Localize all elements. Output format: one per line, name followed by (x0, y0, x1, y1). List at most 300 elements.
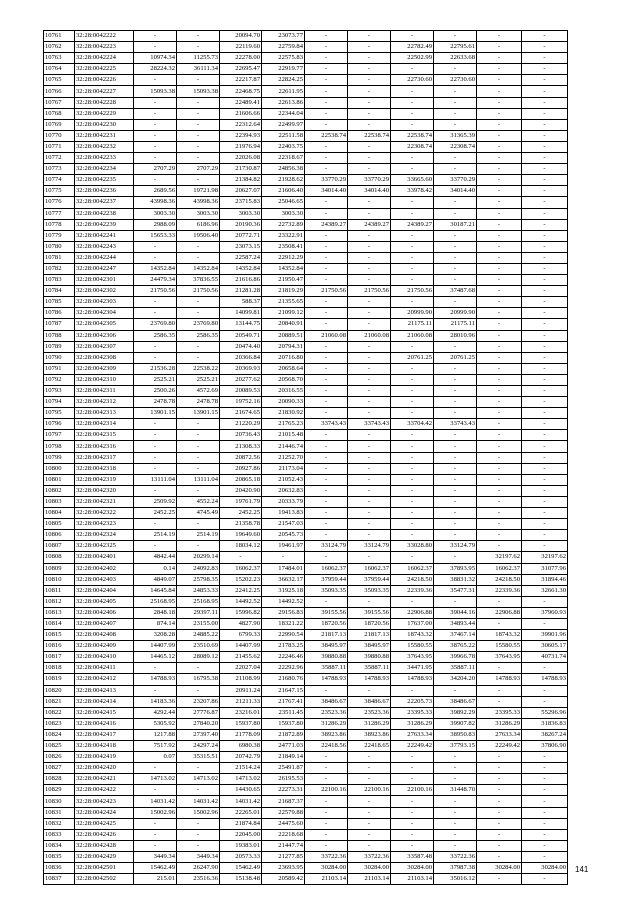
table-cell: - (522, 308, 568, 319)
table-row (44, 729, 568, 740)
table-cell: 33770.29 (305, 175, 348, 186)
table-row (44, 86, 568, 97)
table-row (44, 419, 568, 430)
table-cell: 32:28:0042306 (75, 330, 134, 341)
table-cell: 10781 (44, 252, 75, 263)
table-cell: - (348, 474, 391, 485)
table-cell: - (348, 42, 391, 53)
table-cell: 21750.56 (348, 286, 391, 297)
table-cell: 21277.85 (262, 851, 305, 862)
table-cell: 20872.56 (220, 452, 262, 463)
table-cell: - (177, 31, 220, 42)
table-cell: 32:28:0042322 (75, 508, 134, 519)
table-cell: - (305, 485, 348, 496)
table-cell: 32:28:0042402 (75, 563, 134, 574)
table-cell: 4745.49 (177, 508, 220, 519)
table-cell: 2707.29 (177, 164, 220, 175)
table-cell: 21099.12 (262, 308, 305, 319)
table-cell: 2988.09 (134, 219, 177, 230)
table-cell: - (177, 141, 220, 152)
table-cell: 38831.32 (434, 574, 477, 585)
table-cell: - (477, 796, 522, 807)
table-cell: - (477, 530, 522, 541)
table-cell: - (305, 508, 348, 519)
table-cell: 20794.31 (262, 341, 305, 352)
table-cell: - (177, 430, 220, 441)
table-cell: 21103.14 (391, 874, 434, 885)
table-cell: 10804 (44, 508, 75, 519)
table-cell: - (305, 552, 348, 563)
table-cell: - (477, 153, 522, 164)
table-cell: 10773 (44, 164, 75, 175)
table-cell: 10796 (44, 419, 75, 430)
table-cell: 33665.60 (391, 175, 434, 186)
table-row (44, 530, 568, 541)
table-cell: - (177, 763, 220, 774)
table-cell: - (477, 186, 522, 197)
table-cell: - (305, 352, 348, 363)
table-cell: - (305, 108, 348, 119)
table-cell: 10776 (44, 197, 75, 208)
table-cell: 31925.18 (262, 585, 305, 596)
table-cell: - (522, 297, 568, 308)
table-cell: - (391, 485, 434, 496)
table-cell: 25491.87 (262, 763, 305, 774)
table-cell: - (522, 530, 568, 541)
table-cell: - (348, 763, 391, 774)
table-cell: 14713.02 (134, 774, 177, 785)
table-cell: 10805 (44, 519, 75, 530)
table-cell: 32:28:0042228 (75, 97, 134, 108)
table-cell: - (477, 319, 522, 330)
table-cell: 14031.42 (134, 796, 177, 807)
table-cell: 33722.36 (348, 851, 391, 862)
table-cell: - (348, 519, 391, 530)
table-cell: - (391, 452, 434, 463)
table-cell: 14352.84 (134, 263, 177, 274)
table-cell: 2509.92 (134, 496, 177, 507)
table-cell: - (305, 441, 348, 452)
table-cell: - (305, 519, 348, 530)
table-cell: 22100.16 (348, 785, 391, 796)
table-cell: 38923.86 (305, 729, 348, 740)
table-cell: - (348, 241, 391, 252)
table-cell: 32:28:0042304 (75, 308, 134, 319)
table-cell: 25168.95 (134, 596, 177, 607)
table-cell: 25168.95 (177, 596, 220, 607)
table-cell: 6186.96 (177, 219, 220, 230)
table-cell: - (477, 263, 522, 274)
table-row (44, 430, 568, 441)
table-cell: 10769 (44, 119, 75, 130)
table-cell: 23207.86 (177, 696, 220, 707)
table-cell: 31894.46 (522, 574, 568, 585)
table-cell: - (391, 119, 434, 130)
table-cell: - (477, 419, 522, 430)
table-cell: 20299.14 (177, 552, 220, 563)
table-cell: 874.14 (134, 618, 177, 629)
table-cell: 3003.30 (220, 208, 262, 219)
table-cell: - (434, 774, 477, 785)
table-cell: - (477, 807, 522, 818)
table-cell: - (477, 441, 522, 452)
table-cell: 13111.04 (177, 474, 220, 485)
table-cell: 38765.22 (434, 641, 477, 652)
table-cell: 22538.22 (177, 363, 220, 374)
table-cell: 22579.88 (262, 807, 305, 818)
table-cell: 10799 (44, 452, 75, 463)
table-cell: - (305, 53, 348, 64)
table-cell: - (477, 275, 522, 286)
table-cell: - (305, 829, 348, 840)
table-cell: 17637.00 (391, 618, 434, 629)
table-cell: - (522, 774, 568, 785)
table-cell: 34204.20 (434, 674, 477, 685)
table-cell: - (434, 341, 477, 352)
table-cell: - (522, 97, 568, 108)
table-cell: 21606.66 (220, 108, 262, 119)
table-cell: 32:28:0042411 (75, 663, 134, 674)
table-cell: 34471.95 (391, 663, 434, 674)
table-cell: 30284.00 (391, 863, 434, 874)
table-cell: 43998.36 (134, 197, 177, 208)
table-cell: 32:28:0042244 (75, 252, 134, 263)
table-cell: 2848.18 (134, 607, 177, 618)
table-cell: 3449.34 (177, 851, 220, 862)
table-cell: 20999.90 (434, 308, 477, 319)
table-cell: 22782.49 (391, 42, 434, 53)
table-cell: 13901.15 (134, 408, 177, 419)
table-cell: - (305, 141, 348, 152)
table-cell: - (477, 219, 522, 230)
table-cell: - (177, 441, 220, 452)
table-cell: 55296.96 (522, 707, 568, 718)
table-row (44, 352, 568, 363)
table-cell: - (177, 818, 220, 829)
table-cell: 19506.40 (177, 230, 220, 241)
table-row (44, 186, 568, 197)
table-cell: - (522, 508, 568, 519)
table-cell: - (434, 230, 477, 241)
table-cell: 4292.44 (134, 707, 177, 718)
table-row (44, 374, 568, 385)
table-cell: - (391, 430, 434, 441)
table-cell: - (348, 796, 391, 807)
table-cell: 33722.36 (305, 851, 348, 862)
table-cell: 1217.88 (134, 729, 177, 740)
table-cell: 32:28:0042501 (75, 863, 134, 874)
table-row (44, 263, 568, 274)
table-cell: - (391, 263, 434, 274)
table-cell: - (477, 374, 522, 385)
table-cell: 10832 (44, 818, 75, 829)
table-cell: 20716.80 (262, 352, 305, 363)
table-cell: 10766 (44, 86, 75, 97)
table-cell: 36111.34 (177, 64, 220, 75)
table-cell: - (522, 851, 568, 862)
table-cell: - (477, 119, 522, 130)
table-cell: 21108.99 (220, 674, 262, 685)
table-row (44, 108, 568, 119)
table-cell: 21514.24 (220, 763, 262, 774)
table-cell: - (477, 696, 522, 707)
table-cell: 22308.74 (391, 141, 434, 152)
table-cell: - (477, 430, 522, 441)
table-cell: - (134, 308, 177, 319)
table-cell: 23516.36 (177, 874, 220, 885)
table-cell: - (134, 541, 177, 552)
table-cell: 14788.93 (134, 674, 177, 685)
table-cell: 32:28:0042424 (75, 807, 134, 818)
table-cell: 34014.40 (348, 186, 391, 197)
table-cell: 24218.50 (391, 574, 434, 585)
table-cell: 30284.00 (348, 863, 391, 874)
table-cell: 22318.67 (262, 153, 305, 164)
table-row (44, 286, 568, 297)
table-cell: - (522, 341, 568, 352)
table-cell: - (522, 42, 568, 53)
table-cell: 21674.65 (220, 408, 262, 419)
table-cell: 20865.18 (220, 474, 262, 485)
table-cell: - (177, 308, 220, 319)
table-cell: 15002.96 (134, 807, 177, 818)
table-row (44, 31, 568, 42)
table-cell: - (348, 64, 391, 75)
table-cell: 16795.38 (177, 674, 220, 685)
table-cell: 31365.39 (434, 130, 477, 141)
table-cell: - (522, 141, 568, 152)
table-cell: - (305, 42, 348, 53)
table-cell: - (391, 519, 434, 530)
table-cell: - (477, 341, 522, 352)
table-cell: - (522, 386, 568, 397)
table-cell: - (134, 840, 177, 851)
table-cell: 22575.83 (262, 53, 305, 64)
table-cell: 22045.00 (220, 829, 262, 840)
table-cell: - (305, 374, 348, 385)
table-cell: - (522, 685, 568, 696)
table-cell: - (434, 596, 477, 607)
table-cell: 10825 (44, 741, 75, 752)
table-cell: 14031.42 (220, 796, 262, 807)
table-cell: 21175.11 (391, 319, 434, 330)
table-cell: 21060.08 (305, 330, 348, 341)
table-cell: 22339.36 (391, 585, 434, 596)
table-cell: - (305, 252, 348, 263)
table-cell: 32197.62 (477, 552, 522, 563)
table-row (44, 241, 568, 252)
table-cell: - (477, 363, 522, 374)
table-cell: 15093.38 (134, 86, 177, 97)
table-cell: 4827.90 (220, 618, 262, 629)
table-cell: 32:28:0042407 (75, 618, 134, 629)
table-cell: 20369.93 (220, 363, 262, 374)
table-cell: - (348, 108, 391, 119)
table-row (44, 752, 568, 763)
table-cell: 21446.74 (262, 441, 305, 452)
table-cell: - (391, 829, 434, 840)
table-cell: - (391, 774, 434, 785)
table-cell: - (177, 663, 220, 674)
table-cell: 16062.37 (348, 563, 391, 574)
table-cell: - (477, 474, 522, 485)
page-number: 141 (575, 865, 589, 874)
table-cell: 30284.00 (477, 863, 522, 874)
table-cell: 10831 (44, 807, 75, 818)
table-cell: - (348, 374, 391, 385)
table-cell: 32:28:0042223 (75, 42, 134, 53)
table-cell: 20840.91 (262, 319, 305, 330)
table-cell: 39155.56 (348, 607, 391, 618)
table-cell: - (177, 341, 220, 352)
table-row (44, 718, 568, 729)
table-cell: - (134, 75, 177, 86)
table-cell: - (348, 53, 391, 64)
table-cell: - (305, 386, 348, 397)
table-row (44, 774, 568, 785)
table-cell: - (522, 818, 568, 829)
table-cell: 22394.93 (220, 130, 262, 141)
table-cell: - (305, 408, 348, 419)
table-cell: 35093.35 (348, 585, 391, 596)
table-cell: 10802 (44, 485, 75, 496)
table-cell: 15937.80 (262, 718, 305, 729)
table-cell: - (391, 474, 434, 485)
table-cell: - (177, 541, 220, 552)
table-cell: 37960.93 (522, 607, 568, 618)
table-cell: 22489.41 (220, 97, 262, 108)
table-cell: 32:28:0042238 (75, 208, 134, 219)
table-cell: 20190.36 (220, 219, 262, 230)
table-cell: 10808 (44, 552, 75, 563)
table-cell: 21928.62 (262, 175, 305, 186)
table-cell: - (522, 363, 568, 374)
table-cell: - (477, 485, 522, 496)
table-cell: 20772.71 (220, 230, 262, 241)
table-cell: 21211.33 (220, 696, 262, 707)
table-cell: - (391, 363, 434, 374)
table-cell: - (305, 530, 348, 541)
table-cell: 21849.14 (262, 752, 305, 763)
table-cell: 19752.16 (220, 397, 262, 408)
table-row (44, 685, 568, 696)
table-cell: 10779 (44, 230, 75, 241)
table-cell: - (305, 263, 348, 274)
table-cell: - (305, 840, 348, 851)
table-cell: 22249.42 (391, 741, 434, 752)
table-cell: 10826 (44, 752, 75, 763)
table-cell: - (477, 397, 522, 408)
table-cell: - (348, 774, 391, 785)
table-cell: - (177, 419, 220, 430)
table-cell: 15093.38 (177, 86, 220, 97)
table-cell: - (522, 441, 568, 452)
table-cell: 32:28:0042315 (75, 430, 134, 441)
table-cell: 2689.56 (134, 186, 177, 197)
table-cell: 23511.45 (262, 707, 305, 718)
table-cell: 37467.14 (434, 630, 477, 641)
table-row (44, 341, 568, 352)
table-cell: 20420.90 (220, 485, 262, 496)
table-cell: - (522, 219, 568, 230)
table-cell: - (305, 685, 348, 696)
table-cell: - (434, 97, 477, 108)
table-cell: 32:28:0042237 (75, 197, 134, 208)
table-cell: 2514.19 (177, 530, 220, 541)
table-cell: 38486.67 (434, 696, 477, 707)
table-cell: - (391, 241, 434, 252)
table-cell: 14645.84 (134, 585, 177, 596)
table-cell: - (434, 241, 477, 252)
table-cell: - (134, 130, 177, 141)
table-cell: - (522, 175, 568, 186)
table-cell: - (305, 807, 348, 818)
table-cell: - (177, 153, 220, 164)
table-cell: - (134, 463, 177, 474)
table-cell: - (522, 275, 568, 286)
table-row (44, 630, 568, 641)
table-cell: 24885.22 (177, 630, 220, 641)
table-cell: - (434, 263, 477, 274)
table-cell: 22587.24 (220, 252, 262, 263)
table-cell: 10784 (44, 286, 75, 297)
table-cell: - (477, 297, 522, 308)
table-cell: 3003.30 (177, 208, 220, 219)
table-row (44, 652, 568, 663)
table-cell: 0.07 (134, 752, 177, 763)
table-row (44, 663, 568, 674)
table-cell: - (391, 763, 434, 774)
table-row (44, 130, 568, 141)
table-cell: - (391, 297, 434, 308)
table-cell: - (434, 752, 477, 763)
table-cell: - (348, 308, 391, 319)
table-cell: - (348, 596, 391, 607)
table-cell: 14788.93 (348, 674, 391, 685)
table-cell: - (477, 508, 522, 519)
table-cell: 32:28:0042406 (75, 607, 134, 618)
table-cell: 14352.84 (220, 263, 262, 274)
table-cell: 25046.65 (262, 197, 305, 208)
table-cell: 33743.43 (348, 419, 391, 430)
table-row (44, 763, 568, 774)
table-cell: - (177, 297, 220, 308)
table-cell: 40731.74 (522, 652, 568, 663)
table-cell: - (522, 430, 568, 441)
table-cell: - (434, 496, 477, 507)
table-cell: - (477, 663, 522, 674)
table-cell: 19413.83 (262, 508, 305, 519)
table-cell: 27633.34 (477, 729, 522, 740)
table-cell: 15138.48 (220, 874, 262, 885)
table-cell: - (305, 763, 348, 774)
table-cell: 20627.07 (220, 186, 262, 197)
table-cell: 10770 (44, 130, 75, 141)
table-cell: 19761.79 (220, 496, 262, 507)
table-cell: - (305, 230, 348, 241)
table-cell: 15937.80 (220, 718, 262, 729)
table-cell: - (477, 53, 522, 64)
table-cell: - (134, 452, 177, 463)
table-cell: 33124.79 (305, 541, 348, 552)
table-row (44, 840, 568, 851)
table-cell: 32:28:0042302 (75, 286, 134, 297)
table-cell: 13144.75 (220, 319, 262, 330)
table-row (44, 197, 568, 208)
table-cell: - (348, 230, 391, 241)
table-cell: - (305, 308, 348, 319)
table-row (44, 75, 568, 86)
